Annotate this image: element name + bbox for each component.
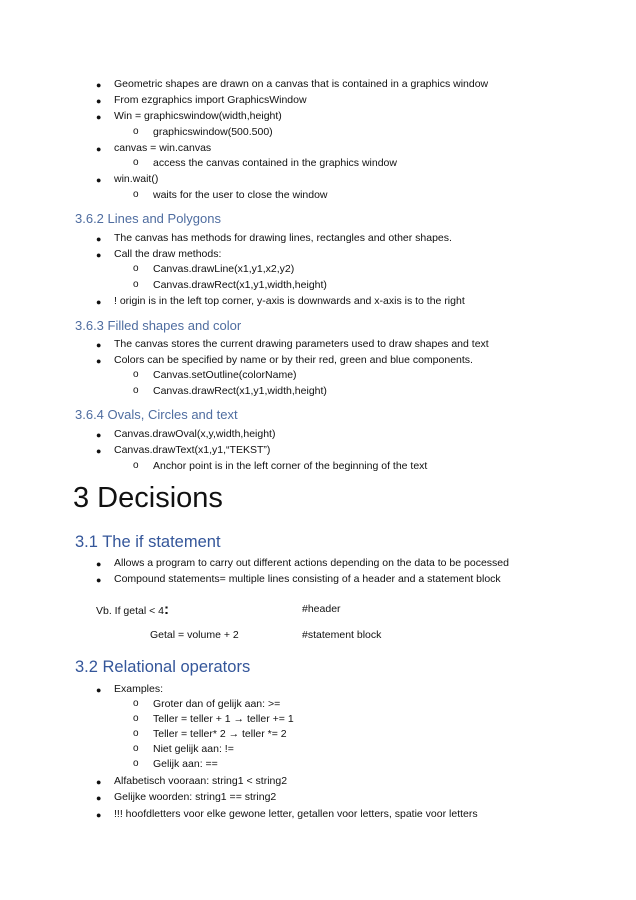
bullet-icon: ● [96,356,102,366]
sub-bullet-icon: o [133,263,139,274]
sub-bullet-icon: o [133,728,139,739]
code-comment: #statement block [302,629,382,641]
list-item: The canvas stores the current drawing parameters used to draw shapes and text [114,338,489,350]
sub-list-item: Teller = teller* 2 → teller *= 2 [153,728,287,740]
list-item: Canvas.drawOval(x,y,width,height) [114,428,276,440]
sub-list-item: Teller = teller + 1 → teller += 1 [153,713,294,725]
sub-list-item: Anchor point is in the left corner of the beginning of the text [153,460,428,472]
section-heading: 3.1 The if statement [75,533,221,551]
list-item: Geometric shapes are drawn on a canvas that is contained in a graphics window [114,78,489,90]
list-item: Win = graphicswindow(width,height) [114,110,282,122]
sub-list-item: Groter dan of gelijk aan: >= [153,698,281,710]
sub-list-item: Canvas.drawLine(x1,y1,x2,y2) [153,263,295,275]
list-item: canvas = win.canvas [114,142,212,154]
code-example-line [96,601,169,618]
list-item: Canvas.drawText(x1,y1,“TEKST”) [114,444,271,456]
code-text: Vb. If getal < 4 [96,605,165,617]
sub-bullet-icon: o [133,369,139,380]
sub-bullet-icon: o [133,758,139,769]
sub-list-item: Canvas.setOutline(colorName) [153,369,297,381]
list-item: Colors can be specified by name or by their red, green and blue components. [114,354,473,366]
sub-bullet-icon: o [133,713,139,724]
section-heading: 3.6.3 Filled shapes and color [75,318,242,333]
sub-list-item: Canvas.drawRect(x1,y1,width,height) [153,279,327,291]
bullet-icon: ● [96,175,102,185]
sub-bullet-icon: o [133,189,139,200]
list-item: ! origin is in the left top corner, y-axis is downwards and x-axis is to the right [114,295,465,307]
bullet-icon: ● [96,112,102,122]
list-item: !!! hoofdletters voor elke gewone letter, getallen voor letters, spatie voor letters [114,808,478,820]
list-item: Compound statements= multiple lines consisting of a header and a statement block [114,573,501,585]
bullet-icon: ● [96,234,102,244]
bullet-icon: ● [96,250,102,260]
sub-list-item: access the canvas contained in the graphics window [153,157,397,169]
bullet-icon: ● [96,810,102,820]
bullet-icon: ● [96,96,102,106]
sub-list-item: waits for the user to close the window [153,189,328,201]
sub-bullet-icon: o [133,157,139,168]
sub-list-item: Canvas.drawRect(x1,y1,width,height) [153,385,327,397]
list-item: win.wait() [114,173,159,185]
list-item: Gelijke woorden: string1 == string2 [114,791,277,803]
sub-bullet-icon: o [133,126,139,137]
bullet-icon: ● [96,575,102,585]
sub-bullet-icon: o [133,279,139,290]
sub-list-item: graphicswindow(500.500) [153,126,273,138]
bullet-icon: ● [96,685,102,695]
bullet-icon: ● [96,297,102,307]
bullet-icon: ● [96,430,102,440]
bullet-icon: ● [96,793,102,803]
code-example-line: Getal = volume + 2 [150,629,239,641]
bullet-icon: ● [96,80,102,90]
list-item: Call the draw methods: [114,248,222,260]
sub-bullet-icon: o [133,743,139,754]
bullet-icon: ● [96,144,102,154]
colon-mark: : [164,601,170,618]
section-heading: 3.6.4 Ovals, Circles and text [75,407,238,422]
list-item: Alfabetisch vooraan: string1 < string2 [114,775,288,787]
bullet-icon: ● [96,446,102,456]
bullet-icon: ● [96,777,102,787]
list-item: From ezgraphics import GraphicsWindow [114,94,307,106]
section-heading: 3.2 Relational operators [75,658,251,676]
list-item: The canvas has methods for drawing lines, rectangles and other shapes. [114,232,452,244]
sub-bullet-icon: o [133,385,139,396]
chapter-title: 3 Decisions [73,482,223,514]
list-item: Allows a program to carry out different actions depending on the data to be pocessed [114,557,509,569]
sub-bullet-icon: o [133,698,139,709]
sub-bullet-icon: o [133,460,139,471]
code-comment: #header [302,603,341,615]
section-heading: 3.6.2 Lines and Polygons [75,211,221,226]
sub-list-item: Gelijk aan: == [153,758,218,770]
list-item: Examples: [114,683,164,695]
sub-list-item: Niet gelijk aan: != [153,743,234,755]
bullet-icon: ● [96,340,102,350]
bullet-icon: ● [96,559,102,569]
